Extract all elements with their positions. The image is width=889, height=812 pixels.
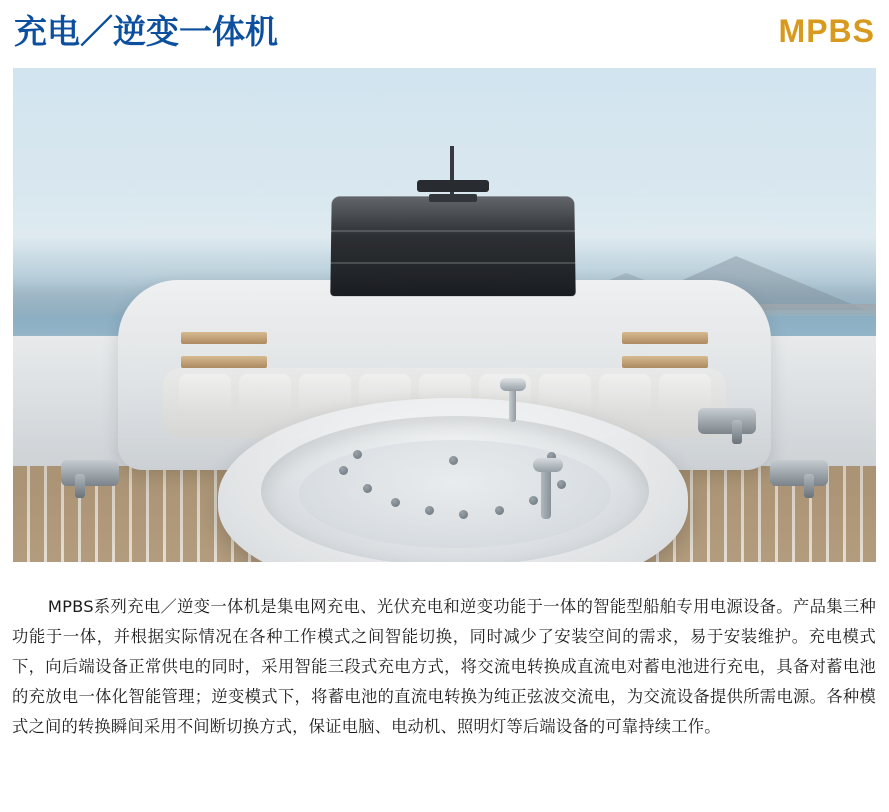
deck-cleat-post-icon <box>75 474 85 498</box>
deck-cleat-post-icon <box>732 420 742 444</box>
brand-logo-text: MPBS <box>778 13 875 49</box>
shower-head-icon <box>500 378 526 391</box>
deck-cleat-post-icon <box>804 474 814 498</box>
hero-image <box>13 68 876 562</box>
hot-tub-seat <box>299 440 611 548</box>
page-title: 充电／逆变一体机 <box>14 11 278 51</box>
faucet-head-icon <box>533 458 563 472</box>
radar-bar-icon <box>429 194 477 202</box>
deck-cleat-icon <box>61 460 119 486</box>
page-header <box>0 0 889 62</box>
pilothouse-glass <box>330 196 575 296</box>
deck-cleat-icon <box>770 460 828 486</box>
shower-arm-icon <box>509 386 516 422</box>
product-description-paragraph: MPBS系列充电／逆变一体机是集电网充电、光伏充电和逆变功能于一体的智能型船舶专用电源设备。产品集三种功能于一体，并根据实际情况在各种工作模式之间智能切换，同时减少了安装空间的需求，易于安装维护。充电模式下，向后端设备正常供电的同时，采用智能三段式充电方式，将交流电转换成直流电对蓄电池进行充电，具备对蓄电池的充放电一体化智能管理；逆变模式下，将蓄电池的直流电转换为纯正弦波交流电，为交流设备提供所需电源。各种模式之间的转换瞬间采用不间断切换方式，保证电脑、电动机、照明灯等后端设备的可靠持续工作。 <box>12 597 876 736</box>
deck-cleat-icon <box>698 408 756 434</box>
radar-bar-icon <box>417 180 489 192</box>
